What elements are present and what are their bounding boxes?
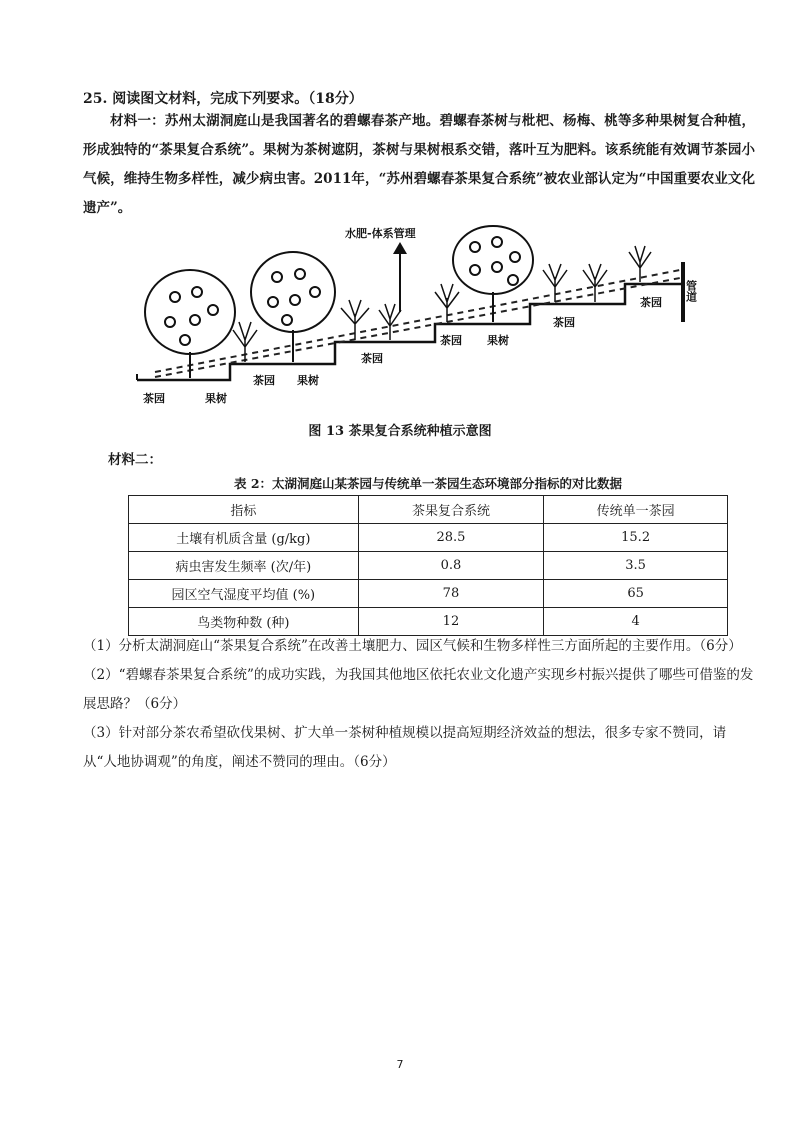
header-composite: 茶果复合系统: [358, 496, 544, 524]
management-label: 水肥-体系管理: [345, 227, 416, 240]
table-row: [129, 580, 728, 608]
management-arrowhead: [393, 242, 407, 254]
material-one-text: 材料一：苏州太湖洞庭山是我国著名的碧螺春茶产地。碧螺春茶树与枇杷、杨梅、桃等多种果树复合种植，形成独特的“茶果复合系统”。果树为茶树遮阴，茶树与果树根系交错，落叶互为肥料。该系统能有效调节茶园小气候，维持生物多样性，减少病虫害。2011年，“苏州碧螺春茶果复合系统”被农业部认定为“中国重要农业文化遗产”。: [83, 113, 755, 216]
composite-value: 78: [358, 580, 544, 608]
subquestion-3: （3）针对部分茶农希望砍伐果树、扩大单一茶树种植规模以提高短期经济效益的想法，很多专家不赞同，请从“人地协调观”的角度，阐述不赞同的理由。（6分）: [83, 725, 727, 770]
composite-value: 12: [358, 608, 544, 636]
tea-label-3: 茶园: [361, 352, 383, 365]
material-two-label: 材料二：: [108, 452, 162, 468]
fruit-tree: [145, 270, 235, 378]
tea-label-6: 茶园: [640, 296, 662, 309]
indicator-cell: 园区空气湿度平均值 (%): [129, 580, 359, 608]
table-header-row: [129, 496, 728, 524]
table-row: [129, 524, 728, 552]
comparison-table: [128, 495, 728, 636]
traditional-value: 4: [544, 608, 728, 636]
table-caption: 表 2：太湖洞庭山某茶园与传统单一茶园生态环境部分指标的对比数据: [233, 476, 623, 491]
planting-diagram: [135, 222, 698, 412]
traditional-value: 65: [544, 580, 728, 608]
tea-label-5: 茶园: [553, 316, 575, 329]
question-title: 25. 阅读图文材料，完成下列要求。（18分）: [83, 91, 363, 107]
traditional-value: 3.5: [544, 552, 728, 580]
composite-value: 0.8: [358, 552, 544, 580]
tea-label-2: 茶园: [253, 374, 275, 387]
subquestion-2: （2）“碧螺春茶果复合系统”的成功实践，为我国其他地区依托农业文化遗产实现乡村振兴提供了哪些可借鉴的发展思路？（6分）: [83, 667, 754, 712]
irrigation-dash-2: [155, 278, 680, 377]
figure-caption: 图 13 茶果复合系统种植示意图: [308, 424, 492, 439]
indicator-cell: 鸟类物种数 (种): [129, 608, 359, 636]
header-traditional: 传统单一茶园: [544, 496, 728, 524]
fruit-tree: [453, 226, 533, 322]
subquestions: [83, 632, 755, 777]
pipe-label: 管道: [684, 280, 698, 302]
fruit-label-1: 果树: [205, 392, 227, 405]
indicator-cell: 土壤有机质含量 (g/kg): [129, 524, 359, 552]
composite-value: 28.5: [358, 524, 544, 552]
tea-label-4: 茶园: [440, 334, 462, 347]
header-indicator: 指标: [129, 496, 359, 524]
fruit-label-3: 果树: [487, 334, 509, 347]
page-number: 7: [396, 1058, 404, 1071]
table-row: [129, 552, 728, 580]
traditional-value: 15.2: [544, 524, 728, 552]
subquestion-1: （1）分析太湖洞庭山“茶果复合系统”在改善土壤肥力、园区气候和生物多样性三方面所起的主要作用。（6分）: [83, 638, 742, 654]
fruit-label-2: 果树: [297, 374, 319, 387]
tea-label-1: 茶园: [143, 392, 165, 405]
indicator-cell: 病虫害发生频率 (次/年): [129, 552, 359, 580]
